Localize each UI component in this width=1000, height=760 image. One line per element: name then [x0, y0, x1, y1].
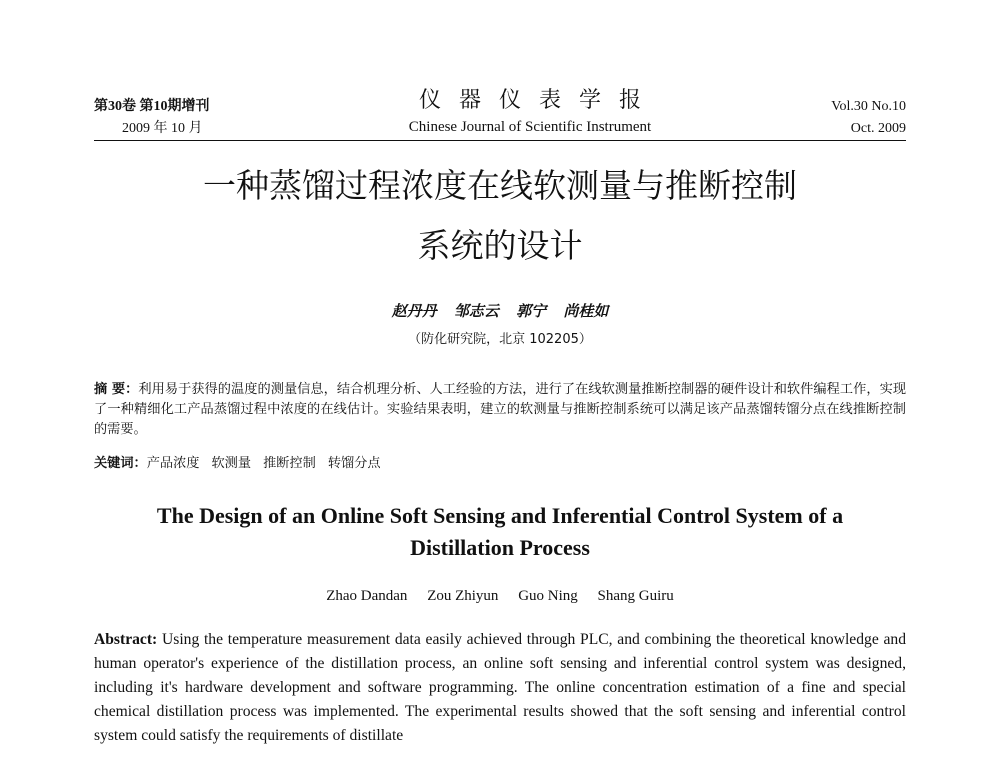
abstract-cn-text: 利用易于获得的温度的测量信息，结合机理分析、人工经验的方法，进行了在线软测量推断控制器的硬件设计和软件编程工作，实现了一种精细化工产品蒸馏过程中浓度的在线估计。实验结果表明，建立的软测量与推断控制系统可以满足该产品蒸馏转馏分点在线推断控制的需要。	[94, 382, 907, 437]
keyword-cn: 软测量	[211, 456, 252, 471]
affiliation-cn: （防化研究院，北京 102205）	[408, 332, 592, 347]
journal-name-cn: 仪器仪表学报	[418, 88, 659, 113]
abstract-cn	[94, 380, 906, 440]
paper-title-cn-line1: 一种蒸馏过程浓度在线软测量与推断控制	[203, 166, 797, 205]
authors-en	[100, 588, 900, 605]
paper-title-en-line1: The Design of an Online Soft Sensing and Inferential Control System of a	[156, 503, 844, 528]
paper-title-en-line2: Distillation Process	[410, 535, 590, 560]
paper-title-cn-line2: 系统的设计	[417, 226, 583, 265]
paper-title-cn	[100, 156, 900, 276]
date-cn: 2009 年 10 月	[122, 121, 203, 136]
header-rule	[94, 140, 906, 141]
volume-issue-cn: 第30卷 第10期增刊	[94, 99, 210, 114]
keyword-cn: 产品浓度	[146, 456, 200, 471]
keyword-cn: 转馏分点	[327, 456, 381, 471]
running-header-right	[831, 96, 906, 140]
paper-title-en	[100, 500, 900, 564]
abstract-en-label: Abstract:	[94, 631, 158, 648]
running-header-left	[94, 96, 210, 140]
keywords-cn-label: 关键词：	[94, 456, 147, 471]
abstract-cn-label: 摘 要：	[94, 382, 139, 397]
abstract-en	[94, 628, 906, 748]
journal-name-en: Chinese Journal of Scientific Instrument	[408, 119, 652, 135]
author-en: Guo Ning	[518, 588, 578, 604]
keywords-cn	[94, 454, 906, 474]
authors-cn: 赵丹丹 邹志云 郭宁 尚桂如	[391, 302, 609, 320]
date-en: Oct. 2009	[850, 121, 906, 136]
abstract-en-text: Using the temperature measurement data easily achieved through PLC, and combining the theoretical knowledge and human operator's experience of the distillation process, an online soft sensing and inferential control system was designed, including it's hardware development and software programming. The online concentration estimation of a fine and special chemical distillation process was implemented. The experimental results showed that the soft sensing and inferential control system could satisfy the requirements of distillate	[94, 631, 906, 744]
keyword-cn: 推断控制	[263, 456, 316, 471]
running-header-center	[380, 86, 680, 138]
volume-en: Vol.30 No.10	[831, 99, 906, 114]
author-en: Shang Guiru	[597, 588, 674, 604]
author-en: Zhao Dandan	[326, 588, 408, 604]
author-en: Zou Zhiyun	[427, 588, 499, 604]
